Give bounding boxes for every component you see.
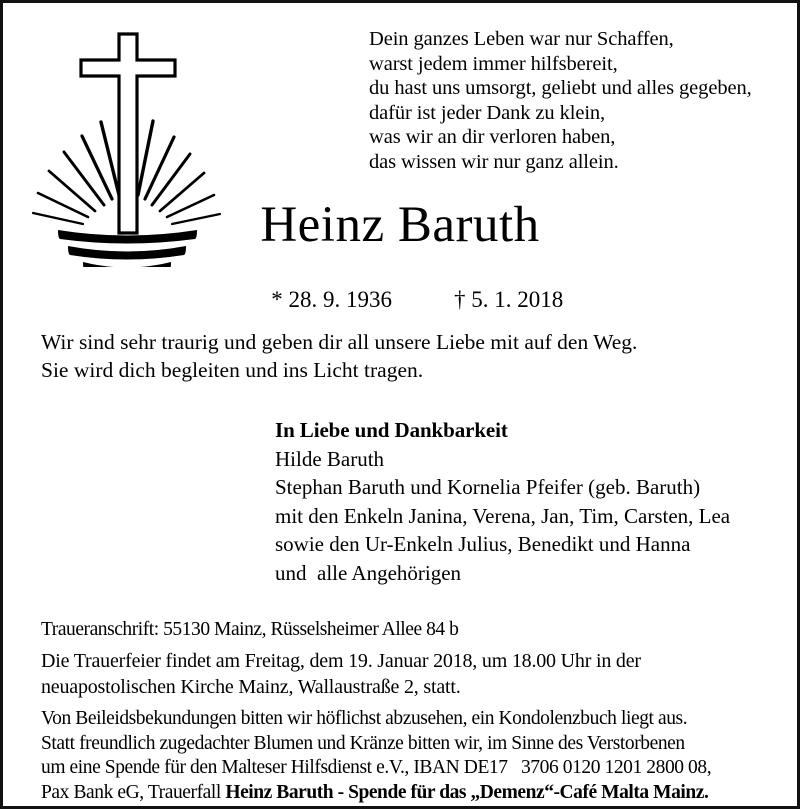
deceased-name: Heinz Baruth	[260, 197, 540, 253]
family-line: sowie den Ur-Enkeln Julius, Benedikt und Hanna	[275, 532, 691, 556]
service-line: neuapostolischen Kirche Mainz, Wallaustraße 2, statt.	[41, 675, 461, 698]
closing-line: Von Beileidsbekundungen bitten wir höflichst abzusehen, ein Kondolenzbuch liegt aus.	[41, 708, 688, 729]
service-details	[41, 617, 771, 805]
deceased-name-block	[3, 197, 797, 342]
bank-prefix: Pax Bank eG, Trauerfall	[41, 781, 226, 803]
poem-line: das wissen wir nur ganz allein.	[369, 150, 619, 173]
service-line: Die Trauerfeier findet am Freitag, dem 19. Januar 2018, um 18.00 Uhr in der	[41, 650, 641, 672]
family-line: und alle Angehörigen	[275, 560, 462, 585]
farewell-line: Sie wird dich begleiten und ins Licht tragen.	[41, 358, 424, 382]
closing-line-iban: um eine Spende für den Malteser Hilfsdienst e.V., IBAN DE17 3706 0120 1201 2800 08,	[41, 757, 712, 778]
donation-purpose: Heinz Baruth - Spende für das „Demenz“-Café Malta Mainz.	[225, 781, 709, 803]
birth-symbol: *	[271, 287, 283, 312]
memorial-poem	[369, 27, 769, 175]
death-date: 5. 1. 2018	[471, 287, 564, 312]
closing-note	[41, 707, 771, 805]
family-block	[275, 416, 755, 587]
death-symbol: †	[454, 287, 466, 312]
funeral-service-info	[41, 649, 771, 700]
closing-line: Statt freundlich zugedachter Blumen und Kränze bitten wir, im Sinne des Verstorbenen	[41, 732, 685, 754]
family-line: Stephan Baruth und Kornelia Pfeifer (geb. Baruth)	[275, 475, 701, 499]
birth-date: 28. 9. 1936	[288, 287, 392, 312]
farewell-message	[41, 328, 741, 384]
poem-line: Dein ganzes Leben war nur Schaffen,	[369, 28, 674, 50]
closing-line-bank	[41, 781, 771, 806]
poem-line: was wir an dir verloren haben,	[369, 126, 616, 149]
poem-line: du hast uns umsorgt, geliebt und alles gegeben,	[369, 77, 752, 100]
mourning-address: Traueranschrift: 55130 Mainz, Rüsselsheimer Allee 84 b	[41, 619, 459, 640]
family-heading: In Liebe und Dankbarkeit	[275, 418, 508, 442]
farewell-line: Wir sind sehr traurig und geben dir all unsere Liebe mit auf den Weg.	[41, 330, 638, 354]
poem-line: dafür ist jeder Dank zu klein,	[369, 101, 606, 124]
family-line: Hilde Baruth	[275, 446, 385, 471]
family-line: mit den Enkeln Janina, Verena, Jan, Tim, Carsten, Lea	[275, 503, 731, 528]
poem-line: warst jedem immer hilfsbereit,	[369, 52, 618, 75]
